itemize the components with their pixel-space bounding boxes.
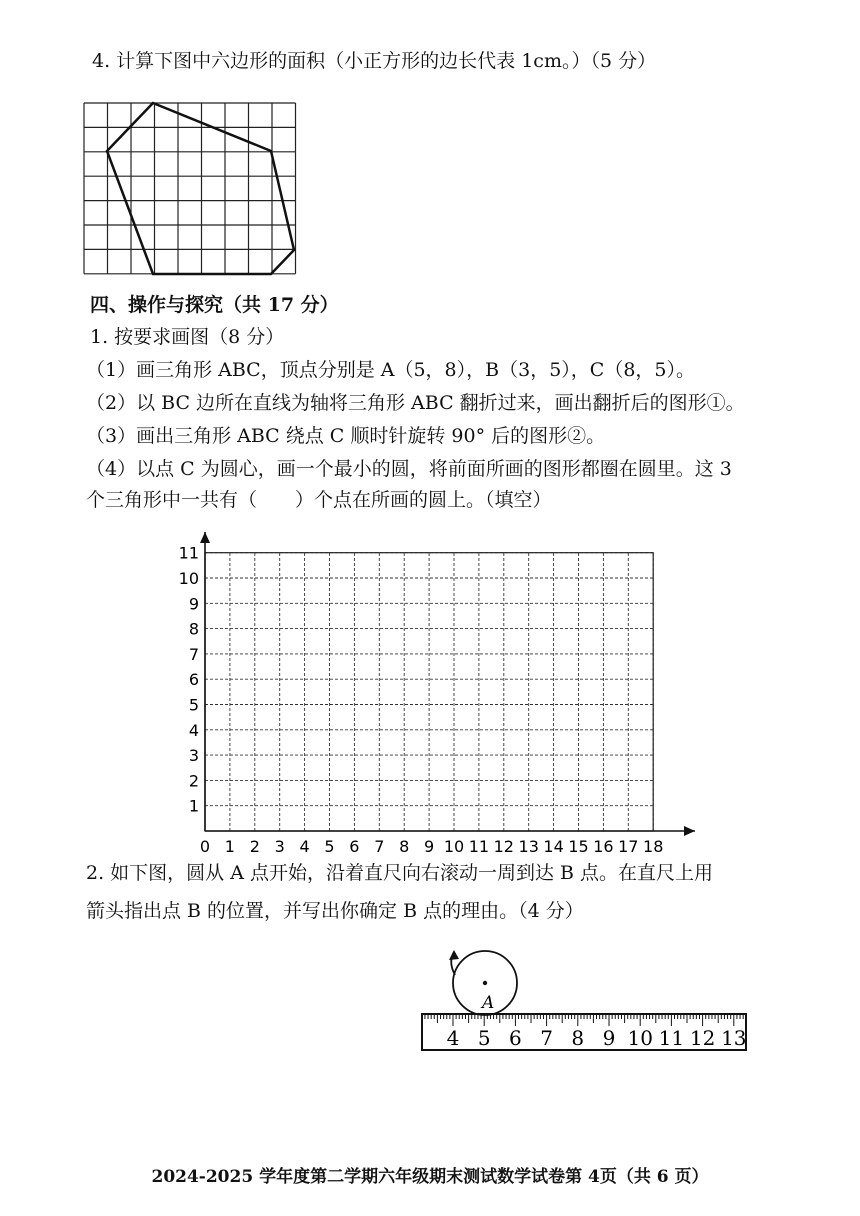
ruler-label: 6 [509,1026,522,1050]
circle-center [483,981,487,985]
hexagon-shape [107,103,294,274]
x-tick-label: 14 [543,837,564,856]
ruler-label: 4 [446,1026,460,1050]
ruler-figure [422,950,747,1050]
y-tick-label: 9 [188,594,199,614]
section-title: 四、操作与探究（共 17 分） [90,294,339,316]
x-tick-label: 6 [349,837,360,856]
ruler-label: 11 [658,1026,685,1050]
question-1-item-2: （2）以 BC 边所在直线为轴将三角形 ABC 翻折过来，画出翻折后的图形①。 [86,392,745,414]
x-tick-label: 18 [643,837,664,856]
x-tick-label: 3 [274,837,285,856]
x-tick-label: 16 [593,837,614,856]
y-tick-label: 8 [188,619,199,639]
x-tick-label: 7 [374,837,385,856]
hexagon-grid [84,103,296,274]
ruler-label: 5 [477,1026,491,1050]
question-1-title: 1. 按要求画图（8 分） [90,326,285,348]
x-tick-label: 8 [399,837,410,856]
ruler-label: 8 [571,1026,585,1050]
question-2-line-2: 箭头指出点 B 的位置，并写出你确定 B 点的理由。（4 分） [86,900,584,922]
x-tick-label: 5 [324,837,335,856]
x-tick-label: 15 [568,837,589,856]
question-2-line-1: 2. 如下图，圆从 A 点开始，沿着直尺向右滚动一周到达 B 点。在直尺上用 [86,862,714,884]
ruler-label: 13 [721,1026,747,1050]
y-tick-label: 6 [188,670,199,690]
x-tick-label: 4 [299,837,310,856]
x-tick-label: 9 [424,837,435,856]
ruler-label: 9 [602,1026,616,1050]
x-tick-label: 1 [224,837,235,856]
ruler-label: 7 [540,1026,553,1050]
y-tick-label: 3 [188,746,199,766]
y-tick-label: 11 [178,543,199,563]
x-tick-label: 10 [443,837,465,856]
ruler-ticks [425,1014,743,1026]
point-a-label: A [482,993,495,1013]
y-tick-label: 2 [188,771,199,791]
x-tick-labels [200,837,663,856]
x-tick-label: 13 [518,837,539,856]
rotation-arrowhead-icon [449,950,459,960]
question-4-text: 4. 计算下图中六边形的面积（小正方形的边长代表 1cm。）（5 分） [92,50,657,72]
x-axis-arrow [684,826,695,836]
y-axis-arrow [200,532,210,543]
x-tick-label: 2 [249,837,260,856]
ruler-labels [447,1026,747,1050]
ruler-label: 12 [689,1026,716,1050]
question-1-item-3: （3）画出三角形 ABC 绕点 C 顺时针旋转 90° 后的图形②。 [86,425,606,447]
ruler-label: 10 [627,1026,653,1050]
coordinate-grid [205,553,653,831]
y-tick-label: 10 [178,569,199,588]
y-tick-label: 4 [188,720,199,740]
x-tick-label: 11 [468,837,490,856]
y-tick-label: 1 [188,796,199,816]
x-tick-label: 0 [199,837,211,856]
x-tick-label: 17 [618,837,639,856]
page-footer: 2024-2025 学年度第二学期六年级期末测试数学试卷第 4页（共 6 页） [151,1167,709,1187]
question-1-item-4: （4）以点 C 为圆心，画一个最小的圆，将前面所画的图形都圈在圆里。这 3 [86,458,732,480]
y-tick-label: 7 [188,644,199,664]
x-tick-label: 12 [493,837,514,856]
question-1-item-5: 个三角形中一共有（ ）个点在所画的圆上。（填空） [86,489,552,511]
y-tick-labels [179,544,199,816]
question-1-item-1: （1）画三角形 ABC，顶点分别是 A（5，8），B（3，5），C（8，5）。 [86,359,695,381]
y-tick-label: 5 [188,695,199,715]
